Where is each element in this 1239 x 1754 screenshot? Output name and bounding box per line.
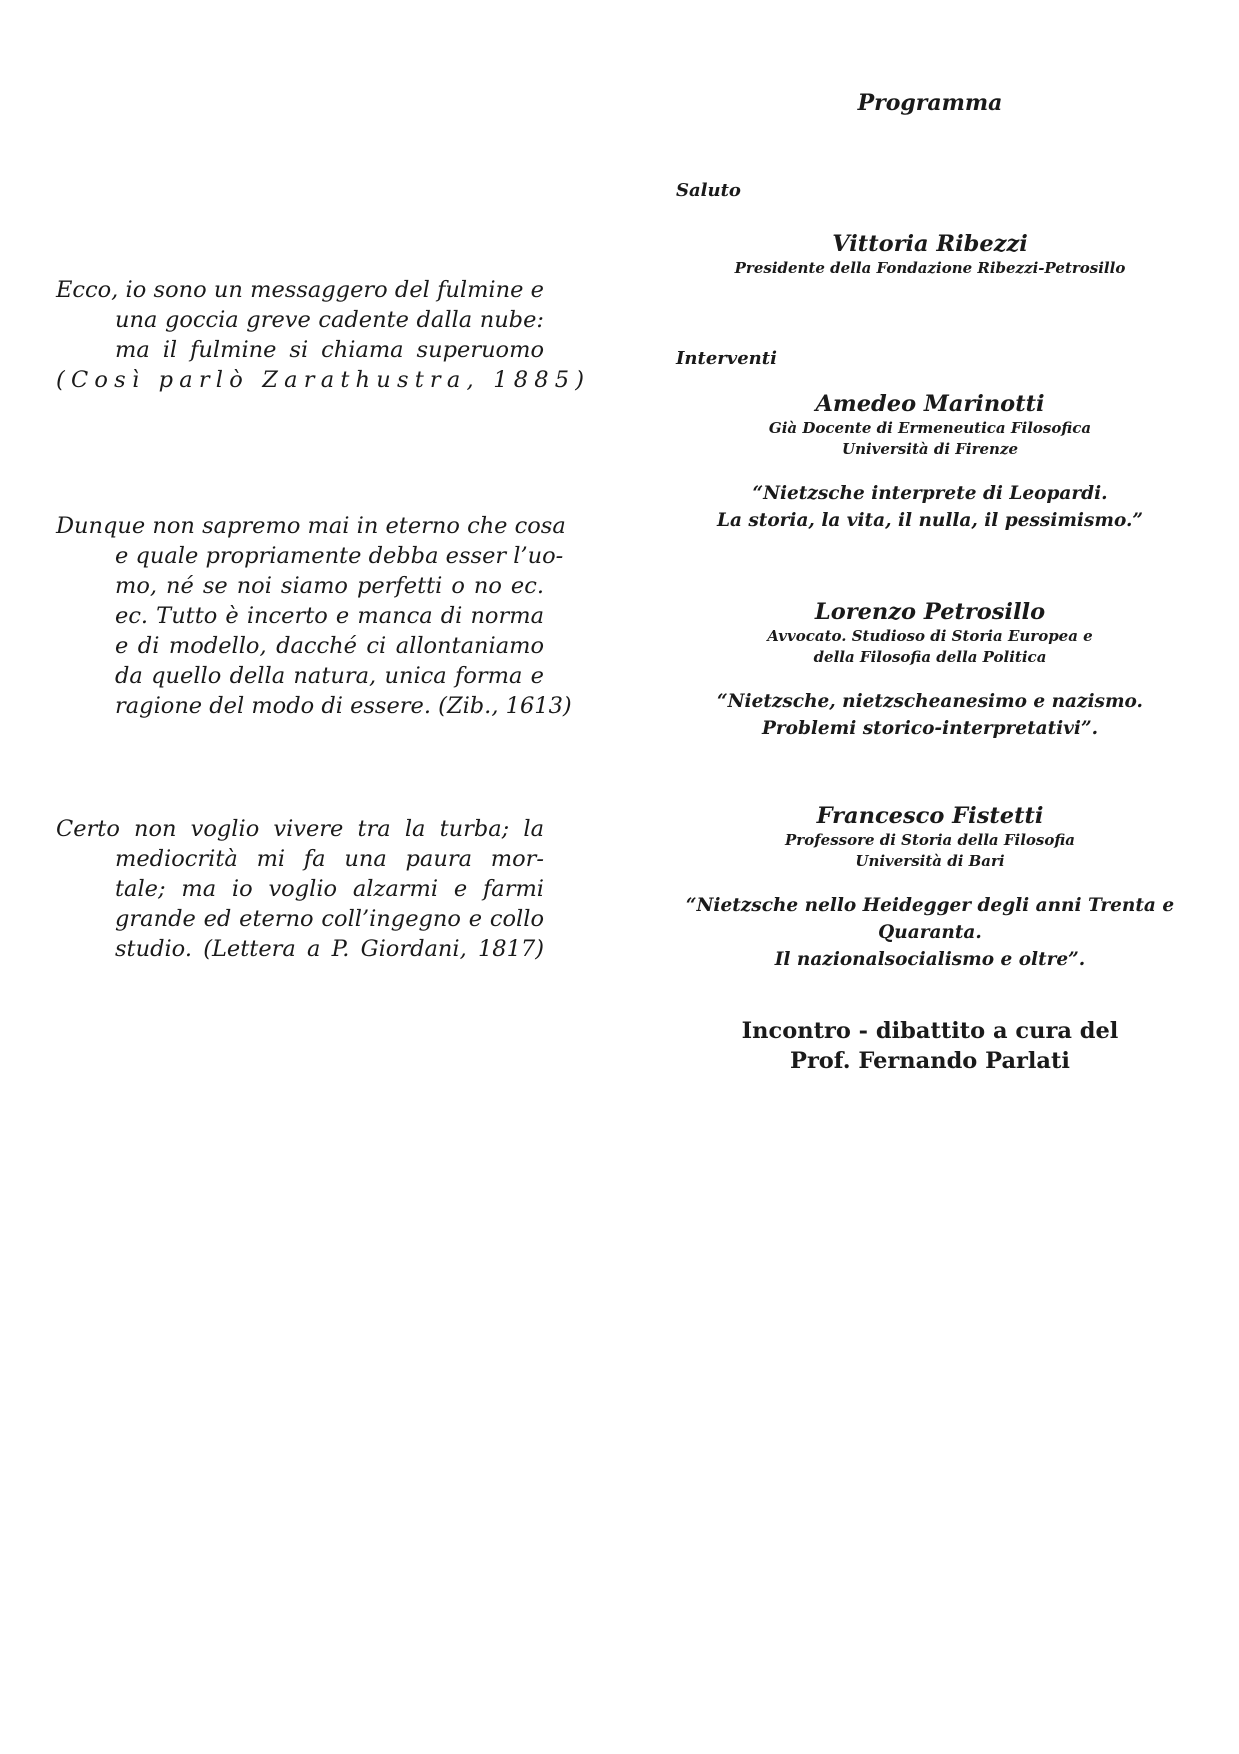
speaker-affiliation: Università di Firenze xyxy=(841,440,1019,458)
quote-line: grande ed eterno coll’ingegno e collo xyxy=(115,906,544,932)
talk-title-line: La storia, la vita, il nulla, il pessimismo.” xyxy=(716,510,1144,531)
talk-title-line: “Nietzsche interprete di Leopardi. xyxy=(752,483,1108,504)
quote-line: da quello della natura, unica forma e xyxy=(115,663,544,689)
speaker-role: Avvocato. Studioso di Storia Europea e xyxy=(767,627,1093,645)
speaker-block xyxy=(660,802,1200,973)
quote-line: tale; ma io voglio alzarmi e farmi xyxy=(115,876,544,902)
talk-title xyxy=(660,480,1200,534)
speaker-affiliation: Università di Bari xyxy=(855,852,1005,870)
quote-line: una goccia greve cadente dalla nube: xyxy=(115,307,544,333)
speaker-name: Francesco Fistetti xyxy=(816,803,1044,829)
quote-zibaldone xyxy=(56,511,572,721)
speaker-block xyxy=(660,390,1200,534)
quote-line: ec. Tutto è incerto e manca di norma xyxy=(115,603,544,629)
speaker-role: Presidente della Fondazione Ribezzi-Petrosillo xyxy=(734,259,1126,277)
closing-note xyxy=(660,1016,1200,1076)
quote-line: Certo non voglio vivere tra la turba; la xyxy=(56,816,544,842)
quote-line: e di modello, dacché ci allontaniamo xyxy=(115,633,544,659)
quote-citation: (Così parlò Zarathustra, 1885) xyxy=(56,367,591,393)
talk-title-line: Il nazionalsocialismo e oltre”. xyxy=(774,949,1086,970)
quote-line: ragione del modo di essere. (Zib., 1613) xyxy=(115,693,572,719)
speaker-name: Amedeo Marinotti xyxy=(815,391,1045,417)
quote-line: mediocrità mi fa una paura mor- xyxy=(115,846,544,872)
program-title: Programma xyxy=(857,90,1003,116)
talk-title xyxy=(660,892,1200,973)
speaker-role: Professore di Storia della Filosofia xyxy=(785,831,1075,849)
quote-nietzsche xyxy=(56,275,591,395)
speaker-name: Vittoria Ribezzi xyxy=(832,231,1028,257)
quote-line: Dunque non sapremo mai in eterno che cosa xyxy=(56,513,566,539)
talk-title-line: “Nietzsche, nietzscheanesimo e nazismo. xyxy=(716,691,1143,712)
speaker-block xyxy=(660,598,1200,742)
quote-line: ma il fulmine si chiama superuomo xyxy=(115,337,544,363)
closing-line: Incontro - dibattito a cura del xyxy=(741,1018,1119,1044)
quote-line: studio. (Lettera a P. Giordani, 1817) xyxy=(115,936,544,962)
talk-title-line: Problemi storico-interpretativi”. xyxy=(761,718,1099,739)
section-label-interventi: Interventi xyxy=(676,348,777,369)
speaker-role: Già Docente di Ermeneutica Filosofica xyxy=(768,419,1092,437)
closing-moderator: Prof. Fernando Parlati xyxy=(790,1048,1070,1074)
quote-lettera xyxy=(56,814,544,964)
quote-line: mo, né se noi siamo perfetti o no ec. xyxy=(115,573,544,599)
speaker-block xyxy=(660,230,1200,279)
speaker-name: Lorenzo Petrosillo xyxy=(814,599,1046,625)
quote-line: Ecco, io sono un messaggero del fulmine e xyxy=(56,277,544,303)
section-label-saluto: Saluto xyxy=(676,180,741,201)
speaker-role: della Filosofia della Politica xyxy=(813,648,1047,666)
talk-title xyxy=(660,688,1200,742)
talk-title-line: “Nietzsche nello Heidegger degli anni Trenta e Quaranta. xyxy=(685,895,1175,943)
quote-line: e quale propriamente debba esser l’uo- xyxy=(115,543,564,569)
